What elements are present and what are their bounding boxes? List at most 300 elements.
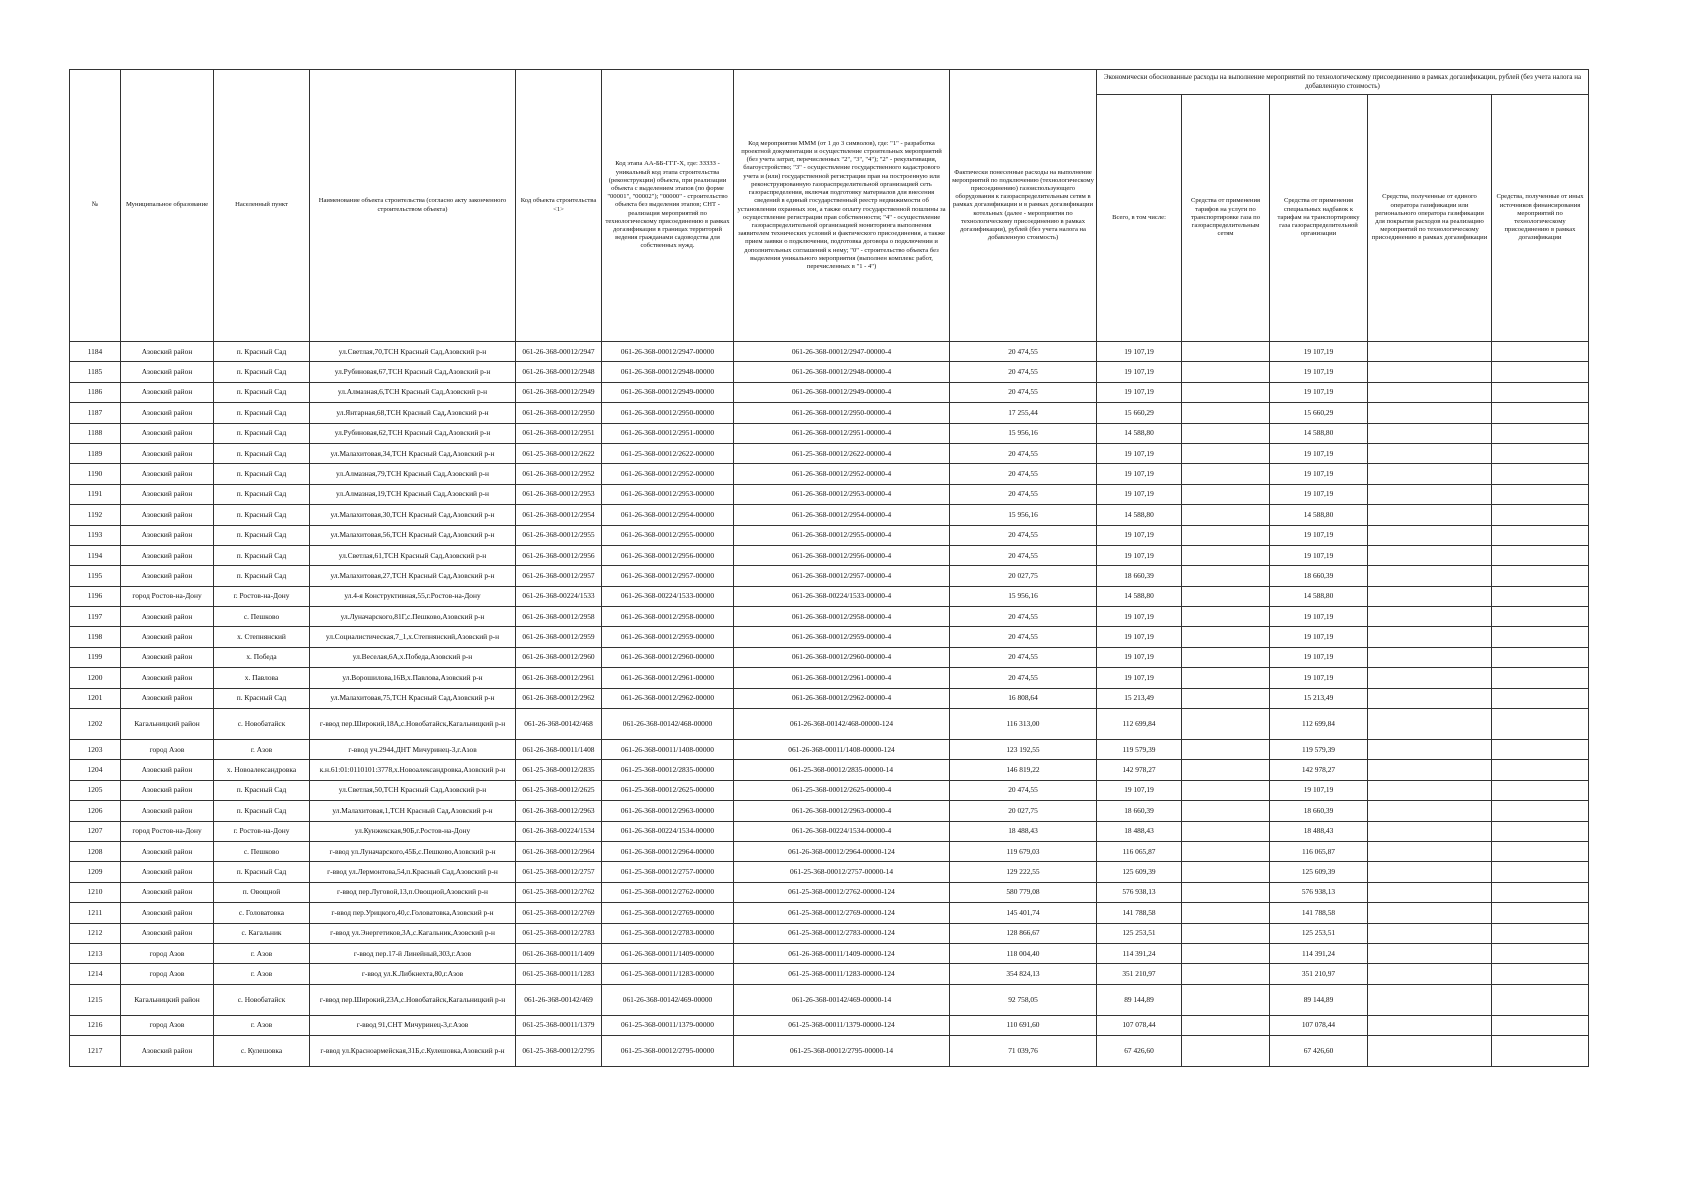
cell-object-name: г-ввод ул.К.Либкнехта,80,г.Азов xyxy=(310,964,516,984)
cell-tariff-funds xyxy=(1182,362,1270,382)
cell-municipality: Азовский район xyxy=(121,464,214,484)
cell-stage-code: 061-26-368-00224/1533-00000 xyxy=(602,586,734,606)
cell-total: 19 107,19 xyxy=(1097,362,1182,382)
cell-settlement: с. Новобатайск xyxy=(214,709,310,740)
table-row xyxy=(70,964,1589,984)
cell-object-code: 061-25-368-00012/2795 xyxy=(516,1036,602,1067)
cell-municipality: Азовский район xyxy=(121,801,214,821)
cell-total: 114 391,24 xyxy=(1097,943,1182,963)
cell-special-markups: 19 107,19 xyxy=(1270,484,1368,504)
cell-stage-code: 061-26-368-00012/2953-00000 xyxy=(602,484,734,504)
cell-tariff-funds xyxy=(1182,647,1270,667)
cell-object-code: 061-26-368-00012/2947 xyxy=(516,342,602,362)
cell-municipality: Азовский район xyxy=(121,545,214,565)
cell-total: 14 588,80 xyxy=(1097,505,1182,525)
cell-row-number: 1194 xyxy=(70,545,121,565)
cell-municipality: Азовский район xyxy=(121,760,214,780)
cell-event-code: 061-26-368-00011/1408-00000-124 xyxy=(734,740,950,760)
cell-stage-code: 061-26-368-00142/468-00000 xyxy=(602,709,734,740)
cell-special-markups: 14 588,80 xyxy=(1270,423,1368,443)
cell-object-code: 061-25-368-00012/2757 xyxy=(516,862,602,882)
header-group-title: Экономически обоснованные расходы на выполнение мероприятий по технологическому присоединению в рамках догазификации, рублей (без учета налога на добавленную стоимость) xyxy=(1097,70,1589,95)
cell-event-code: 061-25-368-00012/2835-00000-14 xyxy=(734,760,950,780)
cell-settlement: г. Азов xyxy=(214,740,310,760)
cell-tariff-funds xyxy=(1182,403,1270,423)
cell-actual-costs: 20 474,55 xyxy=(950,382,1097,402)
table-row xyxy=(70,1036,1589,1067)
cell-tariff-funds xyxy=(1182,780,1270,800)
cell-other-sources xyxy=(1492,627,1589,647)
cell-other-sources xyxy=(1492,903,1589,923)
cell-tariff-funds xyxy=(1182,964,1270,984)
cell-operator-funds xyxy=(1368,841,1492,861)
cell-event-code: 061-26-368-00012/2951-00000-4 xyxy=(734,423,950,443)
cell-object-name: ул.Янтарная,68,ТСН Красный Сад,Азовский р-н xyxy=(310,403,516,423)
table-row xyxy=(70,627,1589,647)
cell-municipality: Азовский район xyxy=(121,647,214,667)
cell-row-number: 1216 xyxy=(70,1015,121,1035)
cell-tariff-funds xyxy=(1182,342,1270,362)
cell-event-code: 061-26-368-00011/1409-00000-124 xyxy=(734,943,950,963)
cell-row-number: 1192 xyxy=(70,505,121,525)
cell-total: 142 978,27 xyxy=(1097,760,1182,780)
header-operator-funds: Средства, полученные от единого оператора газификации или регионального оператора газификации для покрытия расходов на реализацию мероприятий по технологическому присоединению в рамках догазификации xyxy=(1368,95,1492,342)
cell-total: 19 107,19 xyxy=(1097,780,1182,800)
cell-operator-funds xyxy=(1368,801,1492,821)
cell-operator-funds xyxy=(1368,984,1492,1015)
cell-row-number: 1190 xyxy=(70,464,121,484)
cell-object-name: г-ввод ул.Лермонтова,54,п.Красный Сад,Азовский р-н xyxy=(310,862,516,882)
header-settlement: Населенный пункт xyxy=(214,70,310,342)
cell-object-code: 061-26-368-00012/2951 xyxy=(516,423,602,443)
cell-operator-funds xyxy=(1368,882,1492,902)
cell-row-number: 1196 xyxy=(70,586,121,606)
cell-total: 119 579,39 xyxy=(1097,740,1182,760)
cell-other-sources xyxy=(1492,1036,1589,1067)
cell-object-code: 061-25-368-00012/2783 xyxy=(516,923,602,943)
cell-object-name: г-ввод 91,СНТ Мичуринец-3,г.Азов xyxy=(310,1015,516,1035)
cell-other-sources xyxy=(1492,505,1589,525)
table-row xyxy=(70,423,1589,443)
cell-stage-code: 061-26-368-00012/2948-00000 xyxy=(602,362,734,382)
header-other-sources: Средства, полученные от иных источников финансирования мероприятий по технологическому присоединению в рамках догазификации xyxy=(1492,95,1589,342)
cell-object-name: ул.Рубиновая,62,ТСН Красный Сад,Азовский р-н xyxy=(310,423,516,443)
cell-row-number: 1185 xyxy=(70,362,121,382)
cell-tariff-funds xyxy=(1182,709,1270,740)
cell-total: 19 107,19 xyxy=(1097,647,1182,667)
header-event-code: Код мероприятия МММ (от 1 до 3 символов), где: "1" - разработка проектной документации и осуществление строительных мероприятий (без учета затрат, перечисленных "2", "3", "4"); "2" - рекультивация, благоустройство; "3" - осуществление государственного кадастрового учета и (или) государственной регистрации прав на построенную или реконструированную газораспределительной организацией сеть газораспределения, включая подготовку материалов для внесения сведений в единый государственный реестр недвижимости об установлении охранных зон, а также оплату государственной пошлины за осуществление регистрации прав собственности; "4" - осуществление газораспределительной организацией мониторинга выполнения заявителем технических условий и фактического присоединения, а также прием заявки о подключении, подготовка договора о подключении и дополнительных соглашений к нему; "0" - строительство объекта без выделения уникального мероприятия (выполнен комплекс работ, перечисленных в "1 - 4") xyxy=(734,70,950,342)
cell-operator-funds xyxy=(1368,903,1492,923)
cell-special-markups: 107 078,44 xyxy=(1270,1015,1368,1035)
cell-municipality: Азовский район xyxy=(121,903,214,923)
cell-event-code: 061-26-368-00012/2956-00000-4 xyxy=(734,545,950,565)
cell-stage-code: 061-25-368-00012/2757-00000 xyxy=(602,862,734,882)
cell-municipality: город Азов xyxy=(121,740,214,760)
cell-actual-costs: 354 824,13 xyxy=(950,964,1097,984)
cell-total: 67 426,60 xyxy=(1097,1036,1182,1067)
cell-total: 19 107,19 xyxy=(1097,668,1182,688)
cell-actual-costs: 129 222,55 xyxy=(950,862,1097,882)
cell-settlement: х. Победа xyxy=(214,647,310,667)
cell-event-code: 061-26-368-00012/2950-00000-4 xyxy=(734,403,950,423)
cell-other-sources xyxy=(1492,740,1589,760)
cell-object-name: ул.Социалистическая,7_1,х.Степнянский,Азовский р-н xyxy=(310,627,516,647)
cell-municipality: город Азов xyxy=(121,964,214,984)
cell-object-code: 061-26-368-00012/2963 xyxy=(516,801,602,821)
cell-municipality: Азовский район xyxy=(121,688,214,708)
cell-settlement: п. Красный Сад xyxy=(214,464,310,484)
cell-row-number: 1186 xyxy=(70,382,121,402)
cell-object-name: ул.Светлая,50,ТСН Красный Сад,Азовский р-н xyxy=(310,780,516,800)
table-row xyxy=(70,545,1589,565)
cell-total: 15 660,29 xyxy=(1097,403,1182,423)
table-row xyxy=(70,903,1589,923)
cell-actual-costs: 20 474,55 xyxy=(950,780,1097,800)
table-row xyxy=(70,647,1589,667)
cell-settlement: с. Пешково xyxy=(214,841,310,861)
cell-stage-code: 061-26-368-00012/2963-00000 xyxy=(602,801,734,821)
cell-settlement: п. Красный Сад xyxy=(214,688,310,708)
cell-settlement: п. Красный Сад xyxy=(214,780,310,800)
cell-object-code: 061-26-368-00012/2948 xyxy=(516,362,602,382)
cell-actual-costs: 20 474,55 xyxy=(950,362,1097,382)
cell-stage-code: 061-25-368-00011/1283-00000 xyxy=(602,964,734,984)
cell-special-markups: 19 107,19 xyxy=(1270,342,1368,362)
table-row xyxy=(70,362,1589,382)
cell-actual-costs: 146 819,22 xyxy=(950,760,1097,780)
cell-operator-funds xyxy=(1368,964,1492,984)
table-header xyxy=(70,70,1589,342)
cell-settlement: с. Пешково xyxy=(214,607,310,627)
cell-object-code: 061-25-368-00011/1379 xyxy=(516,1015,602,1035)
cell-municipality: город Ростов-на-Дону xyxy=(121,586,214,606)
cell-operator-funds xyxy=(1368,545,1492,565)
cell-special-markups: 67 426,60 xyxy=(1270,1036,1368,1067)
table-row xyxy=(70,484,1589,504)
cell-operator-funds xyxy=(1368,688,1492,708)
cell-other-sources xyxy=(1492,688,1589,708)
cell-row-number: 1211 xyxy=(70,903,121,923)
cell-actual-costs: 15 956,16 xyxy=(950,586,1097,606)
cell-other-sources xyxy=(1492,862,1589,882)
cell-special-markups: 19 107,19 xyxy=(1270,443,1368,463)
cell-municipality: Азовский район xyxy=(121,607,214,627)
cell-actual-costs: 145 401,74 xyxy=(950,903,1097,923)
cell-municipality: Азовский район xyxy=(121,780,214,800)
cell-object-name: г-ввод ул.Красноармейская,31Б,с.Кулешовка,Азовский р-н xyxy=(310,1036,516,1067)
cell-stage-code: 061-25-368-00012/2769-00000 xyxy=(602,903,734,923)
cell-object-name: г-ввод пер.Урицкого,40,с.Головатовка,Азовский р-н xyxy=(310,903,516,923)
cell-event-code: 061-25-368-00011/1379-00000-124 xyxy=(734,1015,950,1035)
cell-object-code: 061-26-368-00012/2953 xyxy=(516,484,602,504)
cell-object-name: к.н.61:01:0110101:3778,х.Новоалександровка,Азовский р-н xyxy=(310,760,516,780)
cell-actual-costs: 20 474,55 xyxy=(950,668,1097,688)
cell-row-number: 1191 xyxy=(70,484,121,504)
cell-special-markups: 112 699,84 xyxy=(1270,709,1368,740)
cell-stage-code: 061-26-368-00012/2964-00000 xyxy=(602,841,734,861)
cell-special-markups: 18 488,43 xyxy=(1270,821,1368,841)
cell-actual-costs: 119 679,03 xyxy=(950,841,1097,861)
cell-actual-costs: 123 192,55 xyxy=(950,740,1097,760)
cell-other-sources xyxy=(1492,423,1589,443)
cell-event-code: 061-26-368-00012/2960-00000-4 xyxy=(734,647,950,667)
cell-object-code: 061-26-368-00224/1534 xyxy=(516,821,602,841)
table-row xyxy=(70,841,1589,861)
cell-other-sources xyxy=(1492,780,1589,800)
cell-total: 19 107,19 xyxy=(1097,342,1182,362)
cell-event-code: 061-26-368-00012/2957-00000-4 xyxy=(734,566,950,586)
cell-tariff-funds xyxy=(1182,443,1270,463)
cell-total: 19 107,19 xyxy=(1097,525,1182,545)
cell-settlement: п. Красный Сад xyxy=(214,545,310,565)
cell-object-name: ул.Кунжекская,90Б,г.Ростов-на-Дону xyxy=(310,821,516,841)
header-object-name: Наименование объекта строительства (согласно акту законченного строительством объекта) xyxy=(310,70,516,342)
table-row xyxy=(70,882,1589,902)
cell-municipality: Азовский район xyxy=(121,362,214,382)
cell-other-sources xyxy=(1492,525,1589,545)
cell-actual-costs: 116 313,00 xyxy=(950,709,1097,740)
cell-tariff-funds xyxy=(1182,525,1270,545)
cell-object-code: 061-25-368-00012/2835 xyxy=(516,760,602,780)
cell-stage-code: 061-26-368-00012/2960-00000 xyxy=(602,647,734,667)
cell-event-code: 061-26-368-00012/2949-00000-4 xyxy=(734,382,950,402)
cell-municipality: Азовский район xyxy=(121,525,214,545)
cell-operator-funds xyxy=(1368,627,1492,647)
cell-row-number: 1215 xyxy=(70,984,121,1015)
cell-special-markups: 19 107,19 xyxy=(1270,382,1368,402)
table-row xyxy=(70,382,1589,402)
cell-settlement: г. Азов xyxy=(214,964,310,984)
cell-special-markups: 19 107,19 xyxy=(1270,627,1368,647)
cell-object-code: 061-26-368-00011/1408 xyxy=(516,740,602,760)
cell-other-sources xyxy=(1492,586,1589,606)
cell-municipality: Азовский район xyxy=(121,862,214,882)
cell-other-sources xyxy=(1492,709,1589,740)
cell-row-number: 1197 xyxy=(70,607,121,627)
cell-special-markups: 114 391,24 xyxy=(1270,943,1368,963)
cell-municipality: Кагальницкий район xyxy=(121,984,214,1015)
cell-row-number: 1188 xyxy=(70,423,121,443)
cell-operator-funds xyxy=(1368,780,1492,800)
table-row xyxy=(70,342,1589,362)
cell-operator-funds xyxy=(1368,586,1492,606)
cell-row-number: 1199 xyxy=(70,647,121,667)
cell-total: 19 107,19 xyxy=(1097,627,1182,647)
cell-municipality: город Азов xyxy=(121,943,214,963)
cell-municipality: Азовский район xyxy=(121,566,214,586)
cell-event-code: 061-25-368-00012/2783-00000-124 xyxy=(734,923,950,943)
cell-special-markups: 576 938,13 xyxy=(1270,882,1368,902)
table-row xyxy=(70,607,1589,627)
cell-object-name: г-ввод ул.Энергетиков,3А,с.Кагальник,Азовский р-н xyxy=(310,923,516,943)
cell-municipality: Азовский район xyxy=(121,484,214,504)
cell-actual-costs: 118 004,40 xyxy=(950,943,1097,963)
cell-operator-funds xyxy=(1368,862,1492,882)
cell-event-code: 061-25-368-00012/2625-00000-4 xyxy=(734,780,950,800)
cell-other-sources xyxy=(1492,821,1589,841)
cell-operator-funds xyxy=(1368,1036,1492,1067)
table-row xyxy=(70,1015,1589,1035)
cell-other-sources xyxy=(1492,882,1589,902)
table-row xyxy=(70,780,1589,800)
cell-object-code: 061-25-368-00011/1283 xyxy=(516,964,602,984)
header-actual-costs: Фактически понесенные расходы на выполнение мероприятий по подключению (технологическому присоединению) газоиспользующего оборудования к газораспределительным сетям в рамках догазификации и в рамках догазификации котельных (далее - мероприятия по технологическому присоединению в рамках догазификации), рублей (без учета налога на добавленную стоимость) xyxy=(950,70,1097,342)
cell-actual-costs: 16 808,64 xyxy=(950,688,1097,708)
cell-municipality: Азовский район xyxy=(121,342,214,362)
cell-actual-costs: 15 956,16 xyxy=(950,505,1097,525)
cell-tariff-funds xyxy=(1182,688,1270,708)
cell-special-markups: 141 788,58 xyxy=(1270,903,1368,923)
cell-event-code: 061-26-368-00224/1533-00000-4 xyxy=(734,586,950,606)
cell-actual-costs: 20 474,55 xyxy=(950,464,1097,484)
cell-stage-code: 061-26-368-00012/2959-00000 xyxy=(602,627,734,647)
cell-event-code: 061-26-368-00012/2962-00000-4 xyxy=(734,688,950,708)
cell-special-markups: 18 660,39 xyxy=(1270,566,1368,586)
cell-special-markups: 119 579,39 xyxy=(1270,740,1368,760)
cell-object-name: ул.Малахитовая,75,ТСН Красный Сад,Азовский р-н xyxy=(310,688,516,708)
cell-object-code: 061-26-368-00012/2960 xyxy=(516,647,602,667)
header-tariff-funds: Средства от применения тарифов на услуги по транспортировке газа по газораспределительным сетям xyxy=(1182,95,1270,342)
cell-other-sources xyxy=(1492,668,1589,688)
cell-total: 141 788,58 xyxy=(1097,903,1182,923)
cell-stage-code: 061-26-368-00012/2952-00000 xyxy=(602,464,734,484)
cell-tariff-funds xyxy=(1182,505,1270,525)
cell-event-code: 061-25-368-00012/2762-00000-124 xyxy=(734,882,950,902)
header-special-markups: Средства от применения специальных надбавок к тарифам на транспортировку газа газораспределительной организации xyxy=(1270,95,1368,342)
cell-operator-funds xyxy=(1368,443,1492,463)
cell-total: 125 253,51 xyxy=(1097,923,1182,943)
cell-object-name: ул.Веселая,6А,х.Победа,Азовский р-н xyxy=(310,647,516,667)
cell-municipality: Азовский район xyxy=(121,403,214,423)
cell-object-name: ул.Малахитовая,30,ТСН Красный Сад,Азовский р-н xyxy=(310,505,516,525)
cell-settlement: п. Красный Сад xyxy=(214,525,310,545)
cell-actual-costs: 110 691,60 xyxy=(950,1015,1097,1035)
cell-object-name: ул.Алмазная,19,ТСН Красный Сад,Азовский р-н xyxy=(310,484,516,504)
cell-object-code: 061-26-368-00012/2955 xyxy=(516,525,602,545)
cell-row-number: 1202 xyxy=(70,709,121,740)
table-row xyxy=(70,586,1589,606)
table-row xyxy=(70,525,1589,545)
cell-operator-funds xyxy=(1368,566,1492,586)
cell-settlement: х. Степнянский xyxy=(214,627,310,647)
cell-stage-code: 061-25-368-00012/2835-00000 xyxy=(602,760,734,780)
cell-total: 18 488,43 xyxy=(1097,821,1182,841)
cell-operator-funds xyxy=(1368,760,1492,780)
cell-object-code: 061-26-368-00012/2958 xyxy=(516,607,602,627)
cell-stage-code: 061-26-368-00012/2951-00000 xyxy=(602,423,734,443)
cell-event-code: 061-25-368-00012/2795-00000-14 xyxy=(734,1036,950,1067)
cell-total: 351 210,97 xyxy=(1097,964,1182,984)
cell-settlement: г. Азов xyxy=(214,943,310,963)
cell-other-sources xyxy=(1492,545,1589,565)
cell-other-sources xyxy=(1492,566,1589,586)
cell-event-code: 061-25-368-00011/1283-00000-124 xyxy=(734,964,950,984)
cell-event-code: 061-26-368-00012/2947-00000-4 xyxy=(734,342,950,362)
cell-tariff-funds xyxy=(1182,423,1270,443)
cell-settlement: п. Красный Сад xyxy=(214,403,310,423)
cell-special-markups: 15 213,49 xyxy=(1270,688,1368,708)
table-body xyxy=(70,342,1589,1067)
cell-tariff-funds xyxy=(1182,545,1270,565)
cell-actual-costs: 20 474,55 xyxy=(950,647,1097,667)
cell-event-code: 061-26-368-00012/2964-00000-124 xyxy=(734,841,950,861)
cell-event-code: 061-26-368-00012/2953-00000-4 xyxy=(734,484,950,504)
table-row xyxy=(70,505,1589,525)
cell-total: 14 588,80 xyxy=(1097,423,1182,443)
cell-event-code: 061-26-368-00224/1534-00000-4 xyxy=(734,821,950,841)
cell-object-code: 061-26-368-00012/2964 xyxy=(516,841,602,861)
cell-actual-costs: 20 474,55 xyxy=(950,443,1097,463)
cell-row-number: 1203 xyxy=(70,740,121,760)
cell-other-sources xyxy=(1492,382,1589,402)
cell-special-markups: 19 107,19 xyxy=(1270,525,1368,545)
cell-tariff-funds xyxy=(1182,1036,1270,1067)
cell-object-code: 061-26-368-00142/468 xyxy=(516,709,602,740)
cell-special-markups: 14 588,80 xyxy=(1270,586,1368,606)
cell-actual-costs: 20 474,55 xyxy=(950,484,1097,504)
cell-settlement: с. Новобатайск xyxy=(214,984,310,1015)
cell-event-code: 061-26-368-00142/468-00000-124 xyxy=(734,709,950,740)
table-row xyxy=(70,862,1589,882)
cell-tariff-funds xyxy=(1182,382,1270,402)
cell-event-code: 061-26-368-00012/2952-00000-4 xyxy=(734,464,950,484)
cell-stage-code: 061-26-368-00012/2949-00000 xyxy=(602,382,734,402)
cell-municipality: Азовский район xyxy=(121,443,214,463)
cell-settlement: п. Овощной xyxy=(214,882,310,902)
cell-special-markups: 18 660,39 xyxy=(1270,801,1368,821)
cell-other-sources xyxy=(1492,484,1589,504)
cell-operator-funds xyxy=(1368,484,1492,504)
cell-object-code: 061-26-368-00012/2959 xyxy=(516,627,602,647)
cell-row-number: 1214 xyxy=(70,964,121,984)
cell-row-number: 1213 xyxy=(70,943,121,963)
cell-object-name: ул.Светлая,70,ТСН Красный Сад,Азовский р-н xyxy=(310,342,516,362)
cell-special-markups: 19 107,19 xyxy=(1270,780,1368,800)
cell-operator-funds xyxy=(1368,740,1492,760)
cell-stage-code: 061-26-368-00142/469-00000 xyxy=(602,984,734,1015)
cell-special-markups: 142 978,27 xyxy=(1270,760,1368,780)
cell-tariff-funds xyxy=(1182,484,1270,504)
header-no: № xyxy=(70,70,121,342)
cell-object-code: 061-26-368-00012/2961 xyxy=(516,668,602,688)
cell-other-sources xyxy=(1492,760,1589,780)
header-municipality: Муниципальное образование xyxy=(121,70,214,342)
cell-settlement: х. Новоалександровка xyxy=(214,760,310,780)
cell-settlement: п. Красный Сад xyxy=(214,362,310,382)
table-row xyxy=(70,709,1589,740)
gasification-costs-table xyxy=(69,69,1589,1067)
cell-object-name: г-ввод пер.Широкий,18А,с.Новобатайск,Кагальницкий р-н xyxy=(310,709,516,740)
cell-object-code: 061-26-368-00012/2949 xyxy=(516,382,602,402)
cell-other-sources xyxy=(1492,841,1589,861)
cell-actual-costs: 20 027,75 xyxy=(950,801,1097,821)
cell-object-code: 061-26-368-00012/2954 xyxy=(516,505,602,525)
cell-actual-costs: 92 758,05 xyxy=(950,984,1097,1015)
cell-event-code: 061-26-368-00012/2955-00000-4 xyxy=(734,525,950,545)
cell-stage-code: 061-25-368-00012/2622-00000 xyxy=(602,443,734,463)
cell-settlement: п. Красный Сад xyxy=(214,801,310,821)
cell-row-number: 1201 xyxy=(70,688,121,708)
cell-tariff-funds xyxy=(1182,882,1270,902)
cell-tariff-funds xyxy=(1182,740,1270,760)
cell-special-markups: 116 065,87 xyxy=(1270,841,1368,861)
cell-settlement: с. Кагальник xyxy=(214,923,310,943)
cell-row-number: 1209 xyxy=(70,862,121,882)
cell-row-number: 1189 xyxy=(70,443,121,463)
cell-row-number: 1208 xyxy=(70,841,121,861)
cell-actual-costs: 20 474,55 xyxy=(950,627,1097,647)
cell-total: 19 107,19 xyxy=(1097,545,1182,565)
